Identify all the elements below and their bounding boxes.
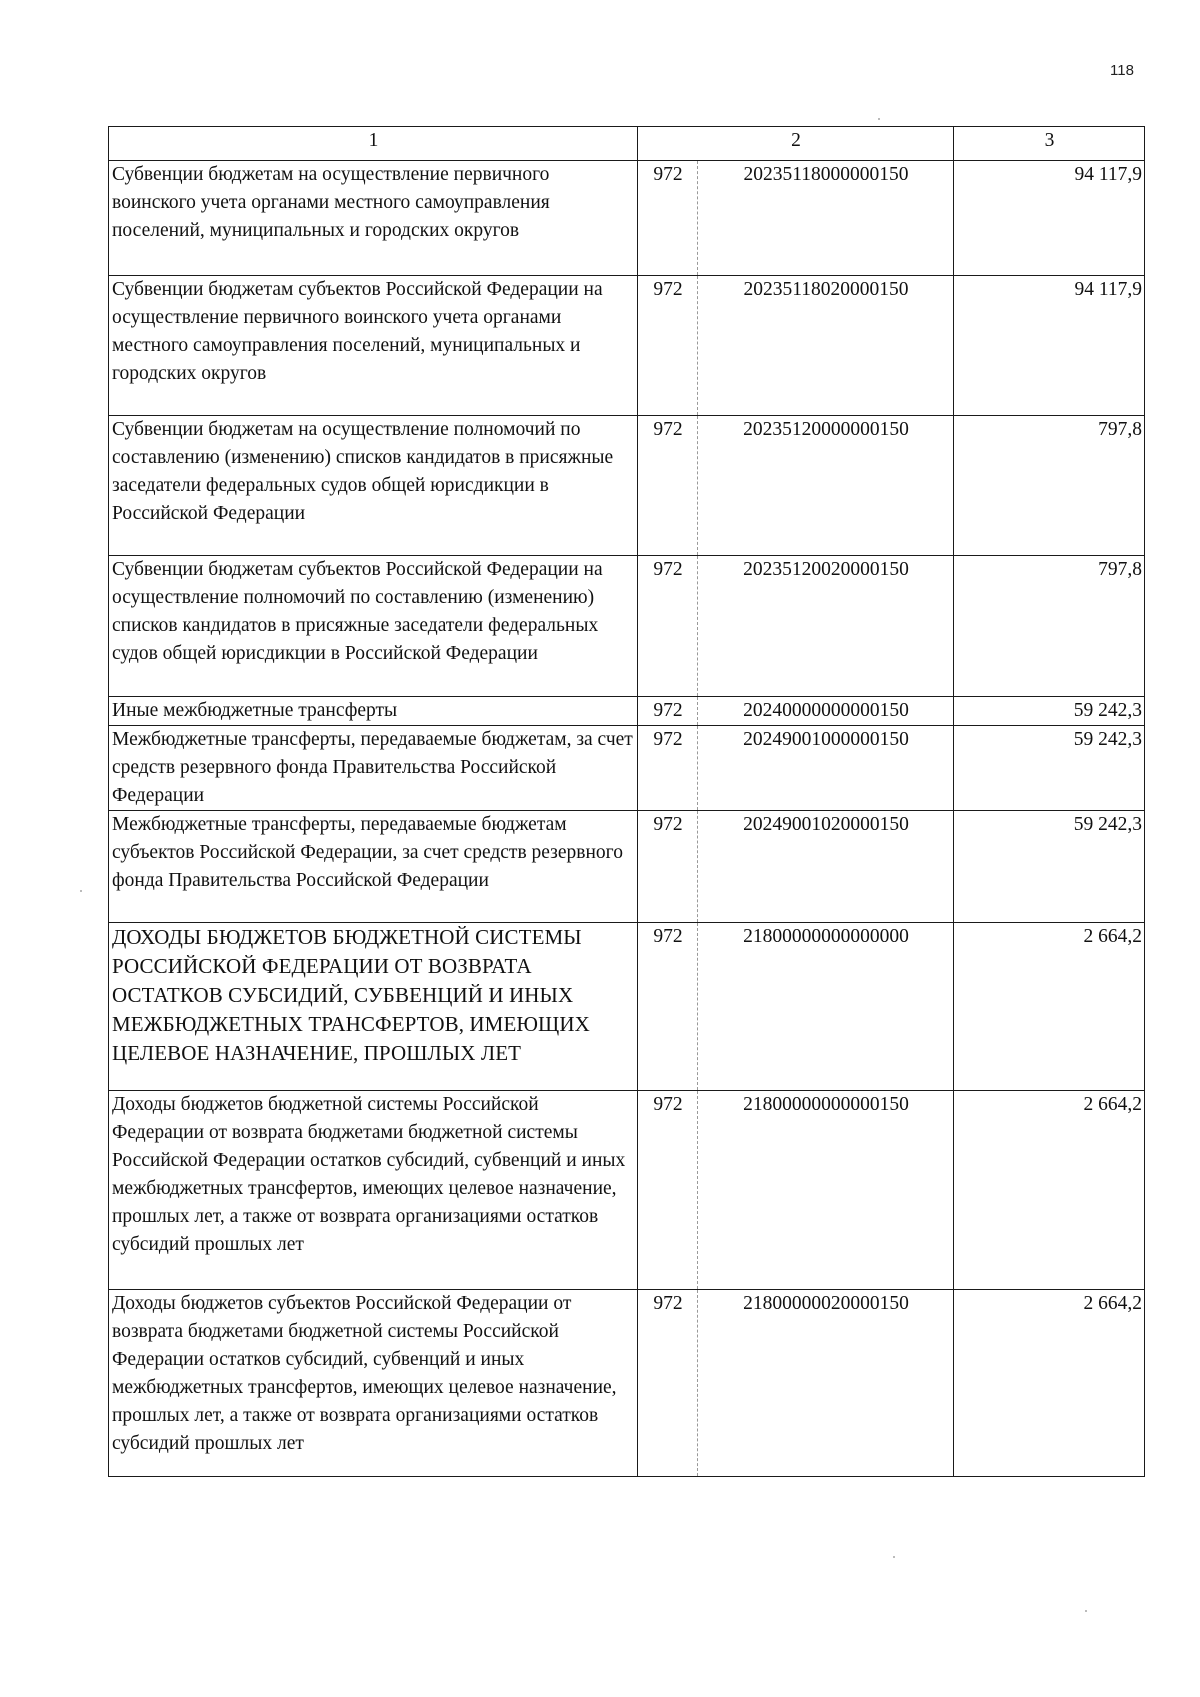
scan-artifact xyxy=(878,118,880,120)
page-number: 118 xyxy=(1110,62,1134,79)
row-admin-code: 972 xyxy=(638,276,698,416)
row-budget-code: 20249001000000150 xyxy=(698,726,954,811)
budget-revenue-table xyxy=(108,126,1145,1477)
table-row xyxy=(109,416,1145,556)
row-amount: 2 664,2 xyxy=(954,923,1145,1091)
row-admin-code: 972 xyxy=(638,416,698,556)
table-row xyxy=(109,161,1145,276)
table-row xyxy=(109,726,1145,811)
scan-artifact xyxy=(80,890,82,892)
row-admin-code: 972 xyxy=(638,923,698,1091)
row-name: Субвенции бюджетам на осуществление полномочий по составлению (изменению) списков кандидатов в присяжные заседатели федеральных судов общей юрисдикции в Российской Федерации xyxy=(109,416,638,556)
row-budget-code: 21800000000000000 xyxy=(698,923,954,1091)
row-name: ДОХОДЫ БЮДЖЕТОВ БЮДЖЕТНОЙ СИСТЕМЫ РОССИЙСКОЙ ФЕДЕРАЦИИ ОТ ВОЗВРАТА ОСТАТКОВ СУБСИДИЙ, СУБВЕНЦИЙ И ИНЫХ МЕЖБЮДЖЕТНЫХ ТРАНСФЕРТОВ, ИМЕЮЩИХ ЦЕЛЕВОЕ НАЗНАЧЕНИЕ, ПРОШЛЫХ ЛЕТ xyxy=(109,923,638,1091)
table-row xyxy=(109,1091,1145,1290)
row-admin-code: 972 xyxy=(638,1290,698,1477)
row-amount: 797,8 xyxy=(954,556,1145,697)
row-amount: 94 117,9 xyxy=(954,276,1145,416)
row-budget-code: 20240000000000150 xyxy=(698,697,954,726)
table-row xyxy=(109,276,1145,416)
header-col-2: 2 xyxy=(638,127,954,161)
row-amount: 94 117,9 xyxy=(954,161,1145,276)
row-amount: 2 664,2 xyxy=(954,1290,1145,1477)
row-budget-code: 21800000000000150 xyxy=(698,1091,954,1290)
row-amount: 2 664,2 xyxy=(954,1091,1145,1290)
row-name: Межбюджетные трансферты, передаваемые бюджетам субъектов Российской Федерации, за счет средств резервного фонда Правительства Российской Федерации xyxy=(109,811,638,923)
row-name: Доходы бюджетов субъектов Российской Федерации от возврата бюджетами бюджетной системы Российской Федерации остатков субсидий, субвенций и иных межбюджетных трансфертов, имеющих целевое назначение, прошлых лет, а также от возврата организациями остатков субсидий прошлых лет xyxy=(109,1290,638,1477)
row-admin-code: 972 xyxy=(638,726,698,811)
table-row xyxy=(109,1290,1145,1477)
row-name: Иные межбюджетные трансферты xyxy=(109,697,638,726)
table-row xyxy=(109,923,1145,1091)
row-name: Субвенции бюджетам на осуществление первичного воинского учета органами местного самоуправления поселений, муниципальных и городских округов xyxy=(109,161,638,276)
row-admin-code: 972 xyxy=(638,697,698,726)
row-name: Межбюджетные трансферты, передаваемые бюджетам, за счет средств резервного фонда Правительства Российской Федерации xyxy=(109,726,638,811)
row-admin-code: 972 xyxy=(638,161,698,276)
header-col-3: 3 xyxy=(954,127,1145,161)
scan-artifact xyxy=(1085,1610,1087,1612)
scan-artifact xyxy=(893,1556,895,1558)
table-row xyxy=(109,556,1145,697)
row-name: Субвенции бюджетам субъектов Российской Федерации на осуществление первичного воинского учета органами местного самоуправления поселений, муниципальных и городских округов xyxy=(109,276,638,416)
row-budget-code: 20235120020000150 xyxy=(698,556,954,697)
row-admin-code: 972 xyxy=(638,1091,698,1290)
header-col-1: 1 xyxy=(109,127,638,161)
row-budget-code: 20249001020000150 xyxy=(698,811,954,923)
row-budget-code: 20235118020000150 xyxy=(698,276,954,416)
row-name: Субвенции бюджетам субъектов Российской Федерации на осуществление полномочий по составлению (изменению) списков кандидатов в присяжные заседатели федеральных судов общей юрисдикции в Российской Федерации xyxy=(109,556,638,697)
row-budget-code: 20235120000000150 xyxy=(698,416,954,556)
row-amount: 59 242,3 xyxy=(954,726,1145,811)
row-amount: 59 242,3 xyxy=(954,811,1145,923)
row-admin-code: 972 xyxy=(638,556,698,697)
row-admin-code: 972 xyxy=(638,811,698,923)
row-name: Доходы бюджетов бюджетной системы Российской Федерации от возврата бюджетами бюджетной системы Российской Федерации остатков субсидий, субвенций и иных межбюджетных трансфертов, имеющих целевое назначение, прошлых лет, а также от возврата организациями остатков субсидий прошлых лет xyxy=(109,1091,638,1290)
row-budget-code: 20235118000000150 xyxy=(698,161,954,276)
row-amount: 59 242,3 xyxy=(954,697,1145,726)
table-row xyxy=(109,811,1145,923)
table-header-row xyxy=(109,127,1145,161)
row-budget-code: 21800000020000150 xyxy=(698,1290,954,1477)
row-amount: 797,8 xyxy=(954,416,1145,556)
table-row xyxy=(109,697,1145,726)
